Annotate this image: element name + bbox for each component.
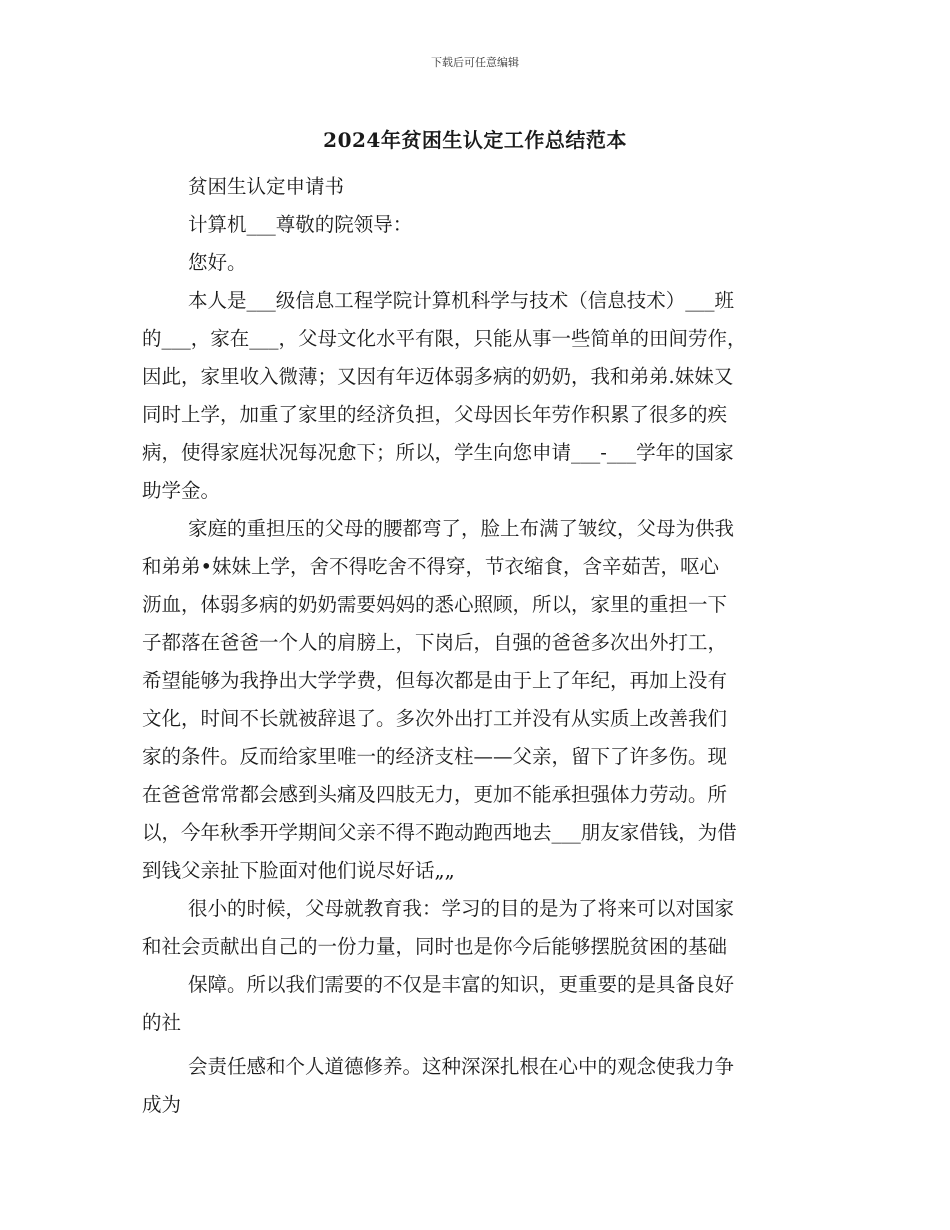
document-title: 2024年贫困生认定工作总结范本 bbox=[323, 128, 627, 152]
paragraph-line: 很小的时候，父母就教育我：学习的目的是为了将来可以对国家 bbox=[188, 897, 735, 920]
paragraph-line: 同时上学，加重了家里的经济负担，父母因长年劳作积累了很多的疾 bbox=[142, 403, 728, 426]
header-note: 下载后可任意编辑 bbox=[431, 56, 519, 69]
paragraph-line: 您好。 bbox=[188, 251, 247, 274]
paragraph-line: 和社会贡献出自己的一份力量，同时也是你今后能够摆脱贫困的基础 bbox=[142, 935, 728, 958]
paragraph-line: 家的条件。反而给家里唯一的经济支柱——父亲，留下了许多伤。现 bbox=[142, 745, 728, 768]
paragraph-line: 的社 bbox=[142, 1011, 182, 1034]
paragraph-line: 计算机___尊敬的院领导： bbox=[188, 213, 413, 236]
paragraph-line: 和弟弟•妹妹上学，舍不得吃舍不得穿，节衣缩食，含辛茹苦，呕心 bbox=[142, 555, 720, 578]
paragraph-line: 会责任感和个人道德修养。这种深深扎根在心中的观念使我力争 bbox=[188, 1055, 735, 1078]
paragraph-line: 助学金。 bbox=[142, 479, 221, 502]
paragraph-line: 本人是___级信息工程学院计算机科学与技术（信息技术）___班 bbox=[188, 289, 735, 312]
paragraph-line: 在爸爸常常都会感到头痛及四肢无力，更加不能承担强体力劳动。所 bbox=[142, 783, 728, 806]
paragraph-line: 保障。所以我们需要的不仅是丰富的知识，更重要的是具备良好 bbox=[188, 973, 735, 996]
paragraph-line: 的___，家在___，父母文化水平有限，只能从事一些简单的田间劳作， bbox=[142, 327, 747, 350]
paragraph-line: 病，使得家庭状况每况愈下；所以，学生向您申请___-___学年的国家 bbox=[142, 441, 734, 464]
paragraph-line: 沥血，体弱多病的奶奶需要妈妈的悉心照顾，所以，家里的重担一下 bbox=[142, 593, 728, 616]
paragraph-line: 以，今年秋季开学期间父亲不得不跑动跑西地去___朋友家借钱，为借 bbox=[142, 821, 737, 844]
paragraph-line: 家庭的重担压的父母的腰都弯了，脸上布满了皱纹，父母为供我 bbox=[188, 517, 735, 540]
paragraph-line: 希望能够为我挣出大学学费，但每次都是由于上了年纪，再加上没有 bbox=[142, 669, 728, 692]
paragraph-line: 子都落在爸爸一个人的肩膀上，下岗后，自强的爸爸多次出外打工， bbox=[142, 631, 728, 654]
paragraph-line: 因此，家里收入微薄；又因有年迈体弱多病的奶奶，我和弟弟.妹妹又 bbox=[142, 365, 734, 388]
paragraph-line: 到钱父亲扯下脸面对他们说尽好话„„ bbox=[142, 859, 455, 882]
paragraph-line: 文化，时间不长就被辞退了。多次外出打工并没有从实质上改善我们 bbox=[142, 707, 728, 730]
paragraph-line: 贫困生认定申请书 bbox=[188, 175, 345, 198]
document-body bbox=[142, 168, 812, 1124]
paragraph-line: 成为 bbox=[142, 1093, 182, 1116]
